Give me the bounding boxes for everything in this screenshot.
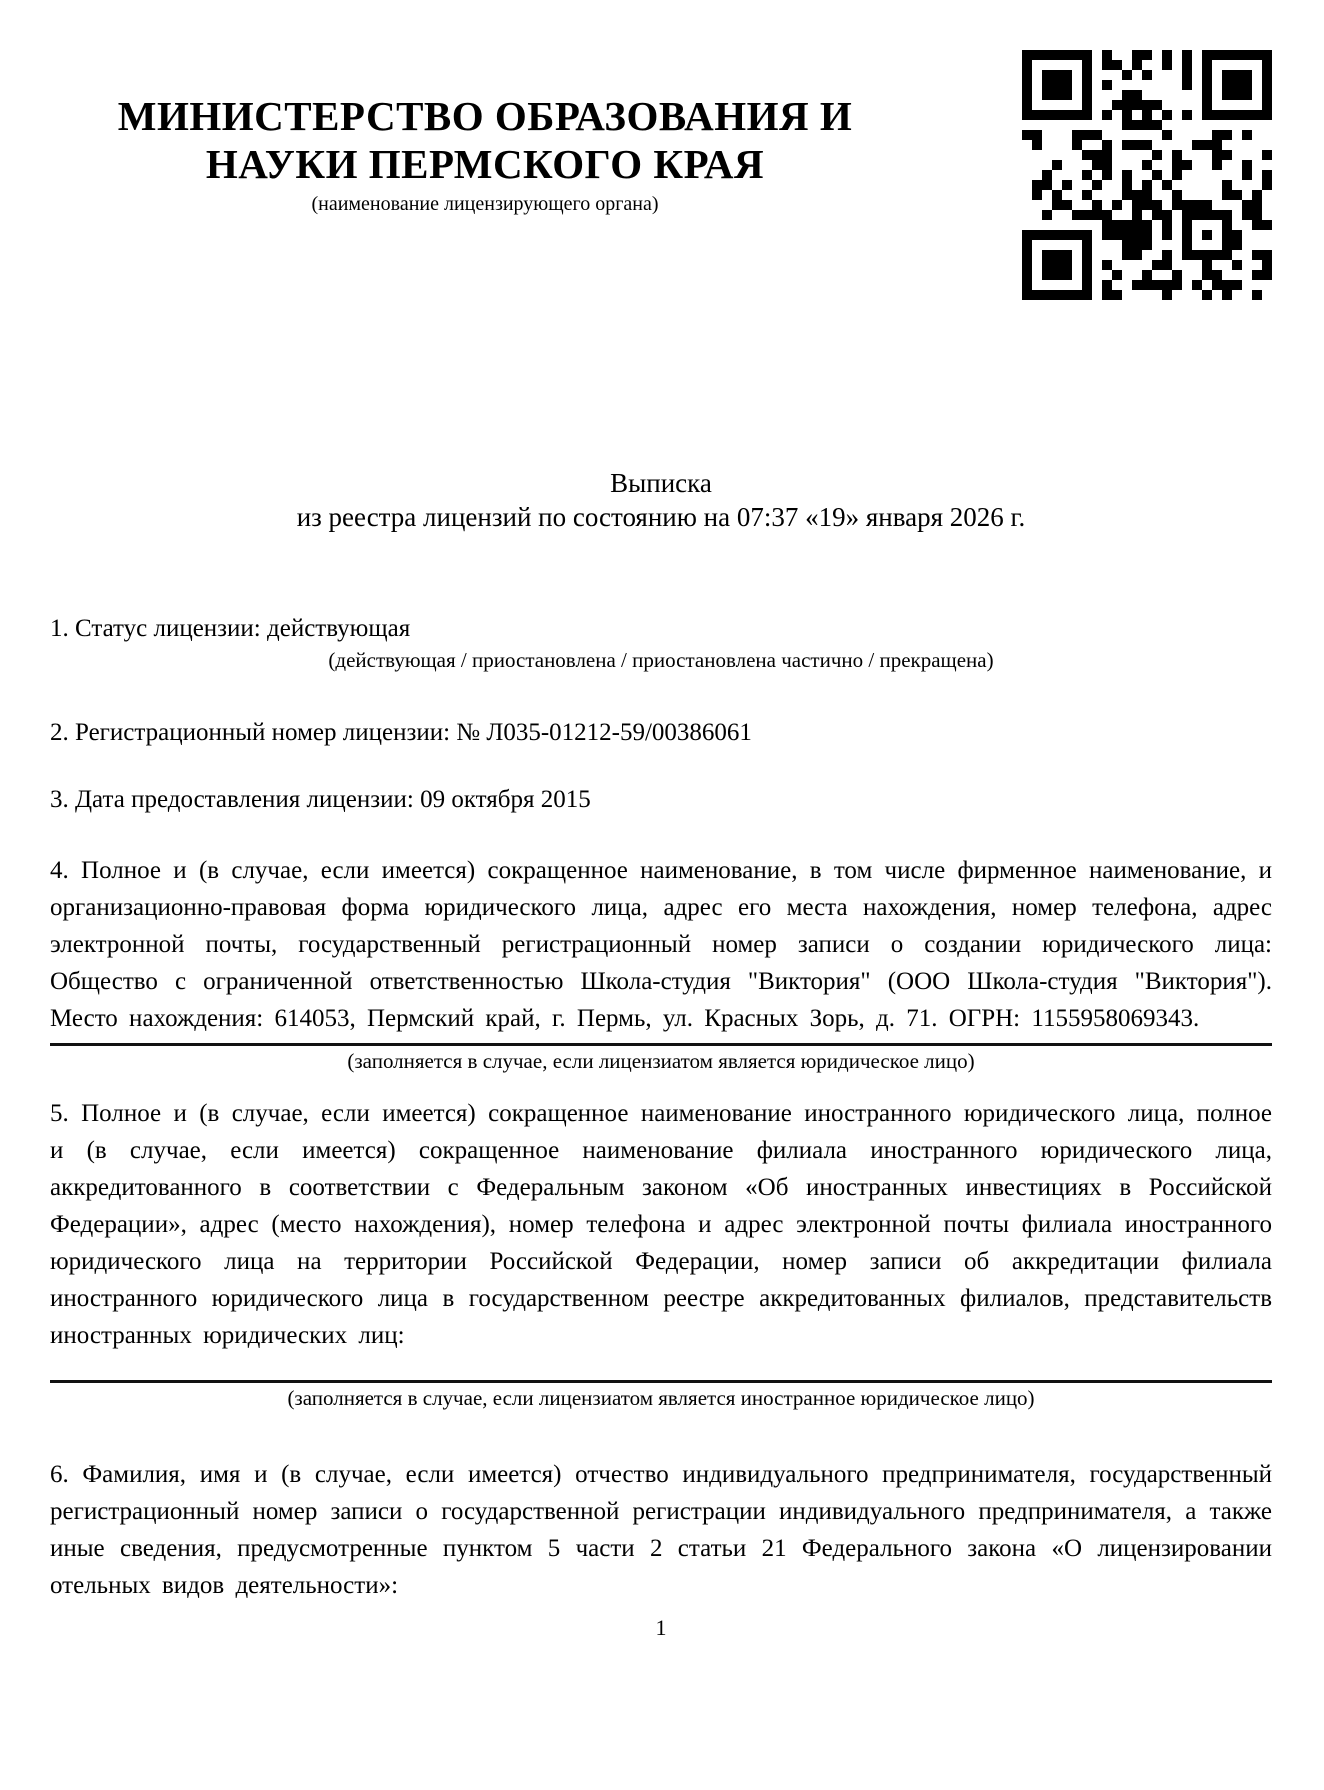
ministry-caption: (наименование лицензирующего органа)	[311, 193, 659, 215]
extract-title-block	[50, 466, 1272, 534]
foreign-entity-paragraph: 5. Полное и (в случае, если имеется) сокращенное наименование иностранного юридического лица, полное и (в случае, если имеется) сокращенное наименование филиала иностранного юридического лица, аккредитованного в соответствии с Федеральным законом «Об иностранных инвестициях в Российской Федерации», адрес (место нахождения), номер телефона и адрес электронной почты филиала иностранного юридического лица на территории Российской Федерации, номер записи об аккредитации филиала иностранного юридического лица в государственном реестре аккредитованных филиалов, представительств иностранных юридических лиц:	[50, 1100, 1272, 1349]
legal-entity-caption: (заполняется в случае, если лицензиатом является юридическое лицо)	[347, 1049, 975, 1073]
page-number: 1	[655, 1615, 667, 1640]
qr-code-icon	[1022, 50, 1272, 300]
registration-number-line: 2. Регистрационный номер лицензии: № Л035-01212-59/00386061	[50, 719, 752, 746]
ministry-name-line1: МИНИСТЕРСТВО ОБРАЗОВАНИЯ И	[117, 93, 853, 139]
foreign-entity-rule	[50, 1380, 1272, 1383]
license-status-options-caption: (действующая / приостановлена / приостановлена частично / прекращена)	[328, 648, 994, 672]
legal-entity-paragraph: 4. Полное и (в случае, если имеется) сокращенное наименование, в том числе фирменное наименование, и организационно-правовая форма юридического лица, адрес его места нахождения, номер телефона, адрес электронной почты, государственный регистрационный номер записи о создании юридического лица: Общество с ограниченной ответственностью Школа-студия "Виктория" (ООО Школа-студия "Виктория"). Место нахождения: 614053, Пермский край, г. Пермь, ул. Красных Зорь, д. 71. ОГРН: 1155958069343.	[50, 857, 1272, 1032]
extract-subtitle: из реестра лицензий по состоянию на 07:37 «19» января 2026 г.	[296, 502, 1026, 532]
ministry-name-line2: НАУКИ ПЕРМСКОГО КРАЯ	[205, 141, 765, 187]
individual-entrepreneur-paragraph: 6. Фамилия, имя и (в случае, если имеется) отчество индивидуального предпринимателя, государственный регистрационный номер записи о государственной регистрации индивидуального предпринимателя, а также иные сведения, предусмотренные пунктом 5 части 2 статьи 21 Федерального закона «О лицензировании отельных видов деятельности»:	[50, 1461, 1272, 1599]
foreign-entity-caption: (заполняется в случае, если лицензиатом является иностранное юридическое лицо)	[287, 1386, 1035, 1410]
grant-date-line: 3. Дата предоставления лицензии: 09 октября 2015	[50, 786, 591, 813]
licensing-authority-block	[50, 50, 920, 216]
license-status-line: 1. Статус лицензии: действующая	[50, 615, 411, 642]
ministry-name	[50, 92, 920, 188]
extract-title: Выписка	[610, 468, 712, 498]
document-header	[50, 50, 1272, 300]
legal-entity-rule	[50, 1043, 1272, 1046]
